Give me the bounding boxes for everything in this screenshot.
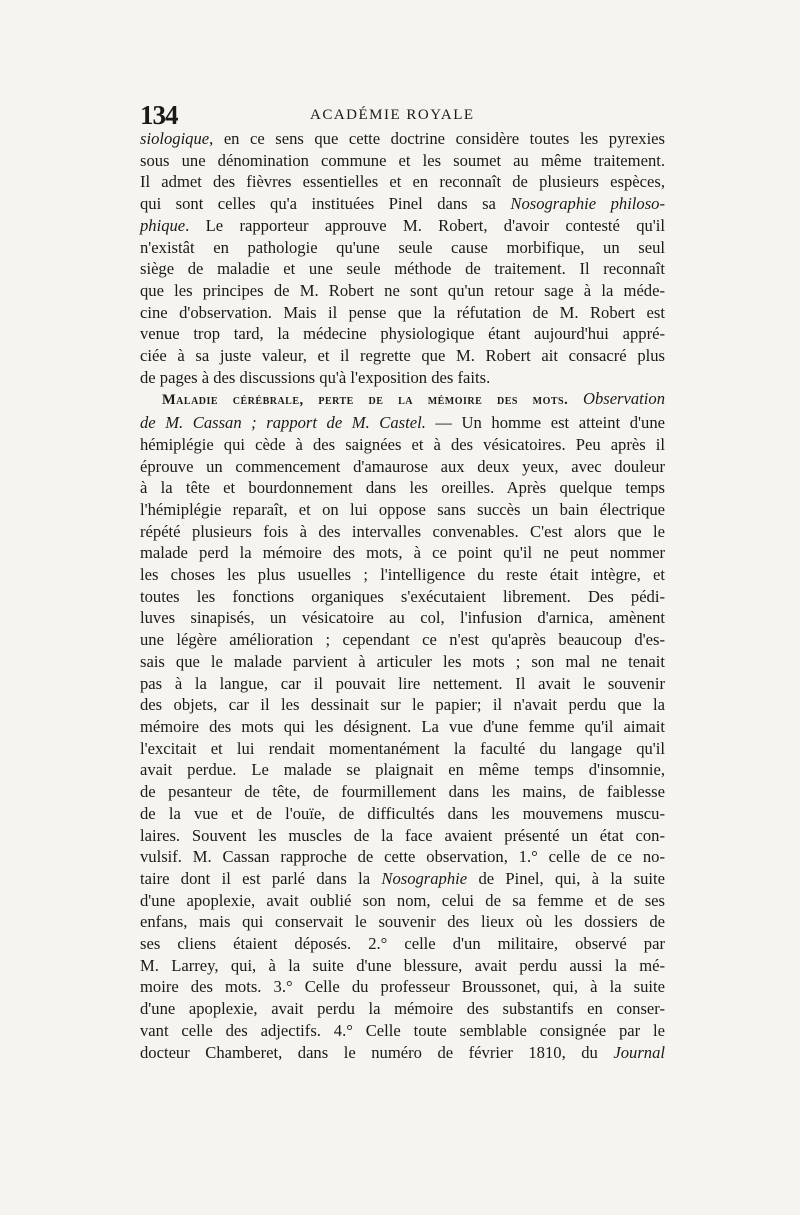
body-text (140, 128, 665, 1063)
text-line (140, 193, 665, 215)
text-line: répété plusieurs fois à des intervalles convenables. C'est alors que le (140, 521, 665, 541)
text-line: moire des mots. 3.° Celle du professeur Broussonet, qui, à la suite (140, 977, 665, 997)
text-line: Il admet des fièvres essentielles et en reconnaît de plusieurs espèces, (140, 172, 665, 192)
text-line: les choses les plus usuelles ; l'intelligence du reste était intègre, et (140, 565, 665, 585)
text-line: enfans, mais qui conservait le souvenir des lieux où les dossiers de (140, 912, 665, 932)
text-line: mémoire des mots qui les désignent. La vue d'une femme qu'il aimait (140, 716, 665, 736)
book-title: Journal (613, 1042, 665, 1062)
text-line: d'une apoplexie, avait perdu la mémoire des substantifs en conser- (140, 999, 665, 1019)
book-title: Nosographie (381, 868, 468, 888)
text-line (140, 1042, 665, 1064)
text-line: sous une dénomination commune et les soumet au même traitement. (140, 150, 665, 170)
text-line: M. Larrey, qui, à la suite d'une blessure, avait perdu aussi la mé- (140, 955, 665, 975)
text-line: vulsif. M. Cassan rapproche de cette observation, 1.° celle de ce no- (140, 847, 665, 867)
text-line: des objets, car il les dessinait sur le papier; il n'avait perdu que la (140, 695, 665, 715)
section-heading-line (140, 388, 665, 412)
book-title: Nosographie philoso- (510, 194, 665, 214)
italic-run: de M. Cassan ; rapport de M. Castel. (140, 413, 426, 433)
italic-word: siologique (140, 129, 210, 148)
text-run: taire dont il est parlé dans la (140, 868, 382, 888)
text-line: hémiplégie qui cède à des saignées et à des vésicatoires. Peu après il (140, 434, 665, 454)
book-title: phique (140, 215, 186, 235)
text-line (140, 128, 665, 150)
text-line: pas à la langue, car il pouvait lire nettement. Il avait le souvenir (140, 673, 665, 693)
text-line: avait perdue. Le malade se plaignait en même temps d'insomnie, (140, 760, 665, 780)
text-run: de Pinel, qui, à la suite (467, 868, 665, 888)
running-title: ACADÉMIE ROYALE (310, 107, 475, 123)
text-line: malade perd la mémoire des mots, à ce point qu'il ne peut nommer (140, 543, 665, 563)
text-line: siège de maladie et une seule méthode de traitement. Il reconnaît (140, 259, 665, 279)
text-line: l'hémiplégie reparaît, et on lui oppose sans succès un bain électrique (140, 499, 665, 519)
text-line: que les principes de M. Robert ne sont qu'un retour sage à la méde- (140, 280, 665, 300)
text-line: éprouve un commencement d'amaurose aux deux yeux, avec douleur (140, 456, 665, 476)
section-heading: Maladie cérébrale, perte de la mémoire des mots. (162, 392, 569, 409)
text-line: ses cliens étaient déposés. 2.° celle d'un militaire, observé par (140, 934, 665, 954)
text-line: ciée à sa juste valeur, et il regrette que M. Robert ait consacré plus (140, 346, 665, 366)
text-line: une légère amélioration ; cependant ce n'est qu'après beaucoup d'es- (140, 630, 665, 650)
text-run: , en ce sens que cette doctrine considère toutes les pyrexies (209, 129, 665, 148)
text-line: sais que le malade parvient à articuler les mots ; son mal ne tenait (140, 651, 665, 671)
text-line: d'une apoplexie, avait oublié son nom, celui de sa femme et de ses (140, 890, 665, 910)
text-run: — Un homme est atteint d'une (425, 413, 665, 433)
text-line: à la tête et bourdonnement dans les oreilles. Après quelque temps (140, 478, 665, 498)
text-line (140, 412, 665, 434)
text-line: de pesanteur de tête, de fourmillement dans les mains, de faiblesse (140, 782, 665, 802)
italic-run: Observation (568, 389, 665, 409)
text-line: toutes les fonctions organiques s'exécutaient librement. Des pédi- (140, 586, 665, 606)
text-line: n'existât en pathologie qu'une seule cause morbifique, un seul (140, 237, 665, 257)
text-run: docteur Chamberet, dans le numéro de février 1810, du (140, 1042, 614, 1062)
page-header (140, 100, 665, 128)
text-line (140, 868, 665, 890)
text-line: cine d'observation. Mais il pense que la réfutation de M. Robert est (140, 302, 665, 322)
text-line: de la vue et de l'ouïe, de difficultés dans les mouvemens muscu- (140, 803, 665, 823)
text-line: de pages à des discussions qu'à l'exposition des faits. (140, 367, 491, 387)
text-line: luves sinapisés, un vésicatoire au col, l'infusion d'arnica, amènent (140, 608, 665, 628)
text-line: venue trop tard, la médecine physiologique étant aujourd'hui appré- (140, 324, 665, 344)
page-number: 134 (140, 100, 178, 130)
text-line: l'excitait et lui rendait momentanément la faculté du langage qu'il (140, 738, 665, 758)
text-run: qui sont celles qu'a instituées Pinel dans sa (140, 194, 511, 214)
text-run: . Le rapporteur approuve M. Robert, d'avoir contesté qu'il (185, 215, 665, 235)
text-line: laires. Souvent les muscles de la face avaient présenté un état con- (140, 825, 665, 845)
text-line: vant celle des adjectifs. 4.° Celle toute semblable consignée par le (140, 1020, 665, 1040)
text-line (140, 215, 665, 237)
